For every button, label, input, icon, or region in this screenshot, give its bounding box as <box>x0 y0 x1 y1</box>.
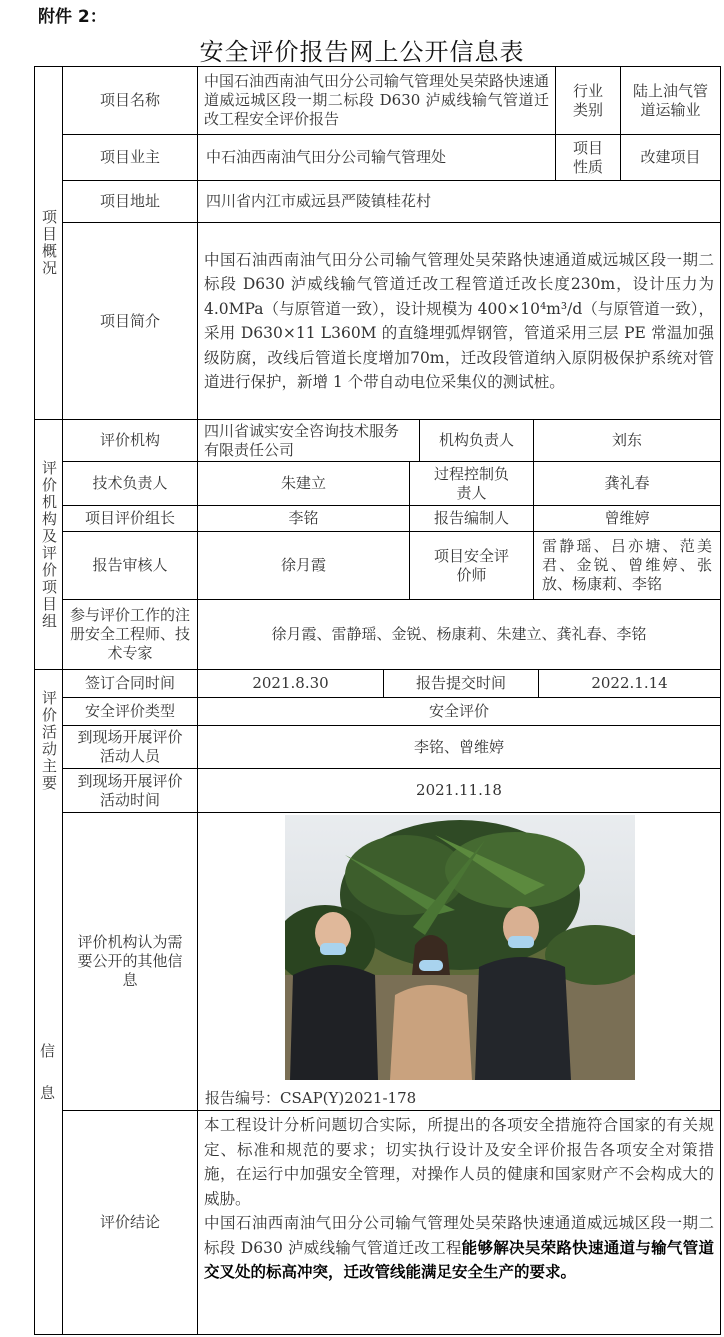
contract-value: 2021.8.30 <box>197 669 383 697</box>
evaluators-label: 项目安全评价师 <box>409 531 533 599</box>
conclusion-para2-normal: 中国石油西南油气田分公司输气管理处吴荣路快速通道威远城区段一期二标段 D630 泸威线输气管道迁改工程 <box>204 1214 714 1257</box>
intro-value: 中国石油西南油气田分公司输气管理处吴荣路快速通道威远城区段一期二标段 D630 泸威线输气管道迁改工程管道迁改长度230m，设计压力为 4.0MPa（与原管道一致），设计规模为 400×10⁴m³/d（与原管道一致），采用 D630×11 L360M 的直缝埋弧焊钢管，管道采用三层 PE 常温加强级防腐，改线后管道长度增加70m，迁改段管道纳入原阴极保护系统对管道进行保护，新增 1 个带自动电位采集仪的测试桩。 <box>197 222 720 419</box>
owner-value: 中石油西南油气田分公司输气管理处 <box>197 134 555 180</box>
time-value: 2021.11.18 <box>197 768 720 812</box>
evaluators-value: 雷静瑶、吕亦塘、范美君、金锐、曾维婷、张放、杨康莉、李铭 <box>533 531 720 599</box>
owner-label: 项目业主 <box>62 134 197 180</box>
section-org: 评价机构及评价项目组 <box>34 419 62 669</box>
site-photo-illustration <box>285 815 635 1080</box>
attachment-label: 附件 2： <box>38 7 107 27</box>
org-head-value: 刘东 <box>533 419 720 461</box>
staff-label: 到现场开展评价活动人员 <box>62 725 197 768</box>
type-value: 安全评价 <box>197 697 720 725</box>
org-head-label: 机构负责人 <box>419 419 533 461</box>
report-number: 报告编号：CSAP(Y)2021-178 <box>205 1089 417 1107</box>
process-value: 龚礼春 <box>533 461 720 505</box>
conclusion-value <box>197 1110 720 1334</box>
project-name-label: 项目名称 <box>62 66 197 134</box>
section-info <box>34 812 62 1334</box>
intro-label: 项目简介 <box>62 222 197 419</box>
section-info-char1: 信 <box>40 1042 56 1060</box>
section-activity: 评价活动主要 <box>34 669 62 812</box>
reviewer-label: 报告审核人 <box>62 531 197 599</box>
conclusion-para2-bold: 能够解决吴荣路快速通道与输气管道交叉处的标高冲突，迁改管线能满足安全生产的要求。 <box>204 1237 714 1281</box>
submit-value: 2022.1.14 <box>538 669 720 697</box>
engineers-label: 参与评价工作的注册安全工程师、技术专家 <box>62 599 197 669</box>
page-title: 安全评价报告网上公开信息表 <box>199 38 525 66</box>
writer-label: 报告编制人 <box>409 505 533 531</box>
type-label: 安全评价类型 <box>62 697 197 725</box>
section-overview: 项目概况 <box>34 66 62 419</box>
site-photo <box>285 815 635 1080</box>
industry-label: 行业类别 <box>555 66 620 134</box>
tech-label: 技术负责人 <box>62 461 197 505</box>
engineers-value: 徐月霞、雷静瑶、金锐、杨康莉、朱建立、龚礼春、李铭 <box>197 599 720 669</box>
industry-value: 陆上油气管道运输业 <box>620 66 720 134</box>
org-label: 评价机构 <box>62 419 197 461</box>
conclusion-label: 评价结论 <box>62 1110 197 1334</box>
conclusion-para1: 本工程设计分析问题切合实际，所提出的各项安全措施符合国家的有关规定、标准和规范的要求；切实执行设计及安全评价报告各项安全对策措施，在运行中加强安全管理，对操作人员的健康和国家财产不会构成大的威胁。 <box>204 1116 714 1208</box>
submit-label: 报告提交时间 <box>383 669 538 697</box>
nature-label: 项目性质 <box>555 134 620 180</box>
leader-value: 李铭 <box>197 505 409 531</box>
writer-value: 曾维婷 <box>533 505 720 531</box>
address-value: 四川省内江市威远县严陵镇桂花村 <box>197 180 720 222</box>
address-label: 项目地址 <box>62 180 197 222</box>
process-label: 过程控制负责人 <box>409 461 533 505</box>
conclusion-para2 <box>204 1211 714 1285</box>
section-info-char2: 息 <box>40 1084 56 1102</box>
leader-label: 项目评价组长 <box>62 505 197 531</box>
org-value: 四川省诚实安全咨询技术服务有限责任公司 <box>197 419 419 461</box>
tech-value: 朱建立 <box>197 461 409 505</box>
project-name-value: 中国石油西南油气田分公司输气管理处吴荣路快速通道威远城区段一期二标段 D630 泸威线输气管道迁改工程安全评价报告 <box>197 66 555 134</box>
contract-label: 签订合同时间 <box>62 669 197 697</box>
nature-value: 改建项目 <box>620 134 720 180</box>
reviewer-value: 徐月霞 <box>197 531 409 599</box>
other-info-label: 评价机构认为需要公开的其他信息 <box>62 812 197 1110</box>
staff-value: 李铭、曾维婷 <box>197 725 720 768</box>
time-label: 到现场开展评价活动时间 <box>62 768 197 812</box>
